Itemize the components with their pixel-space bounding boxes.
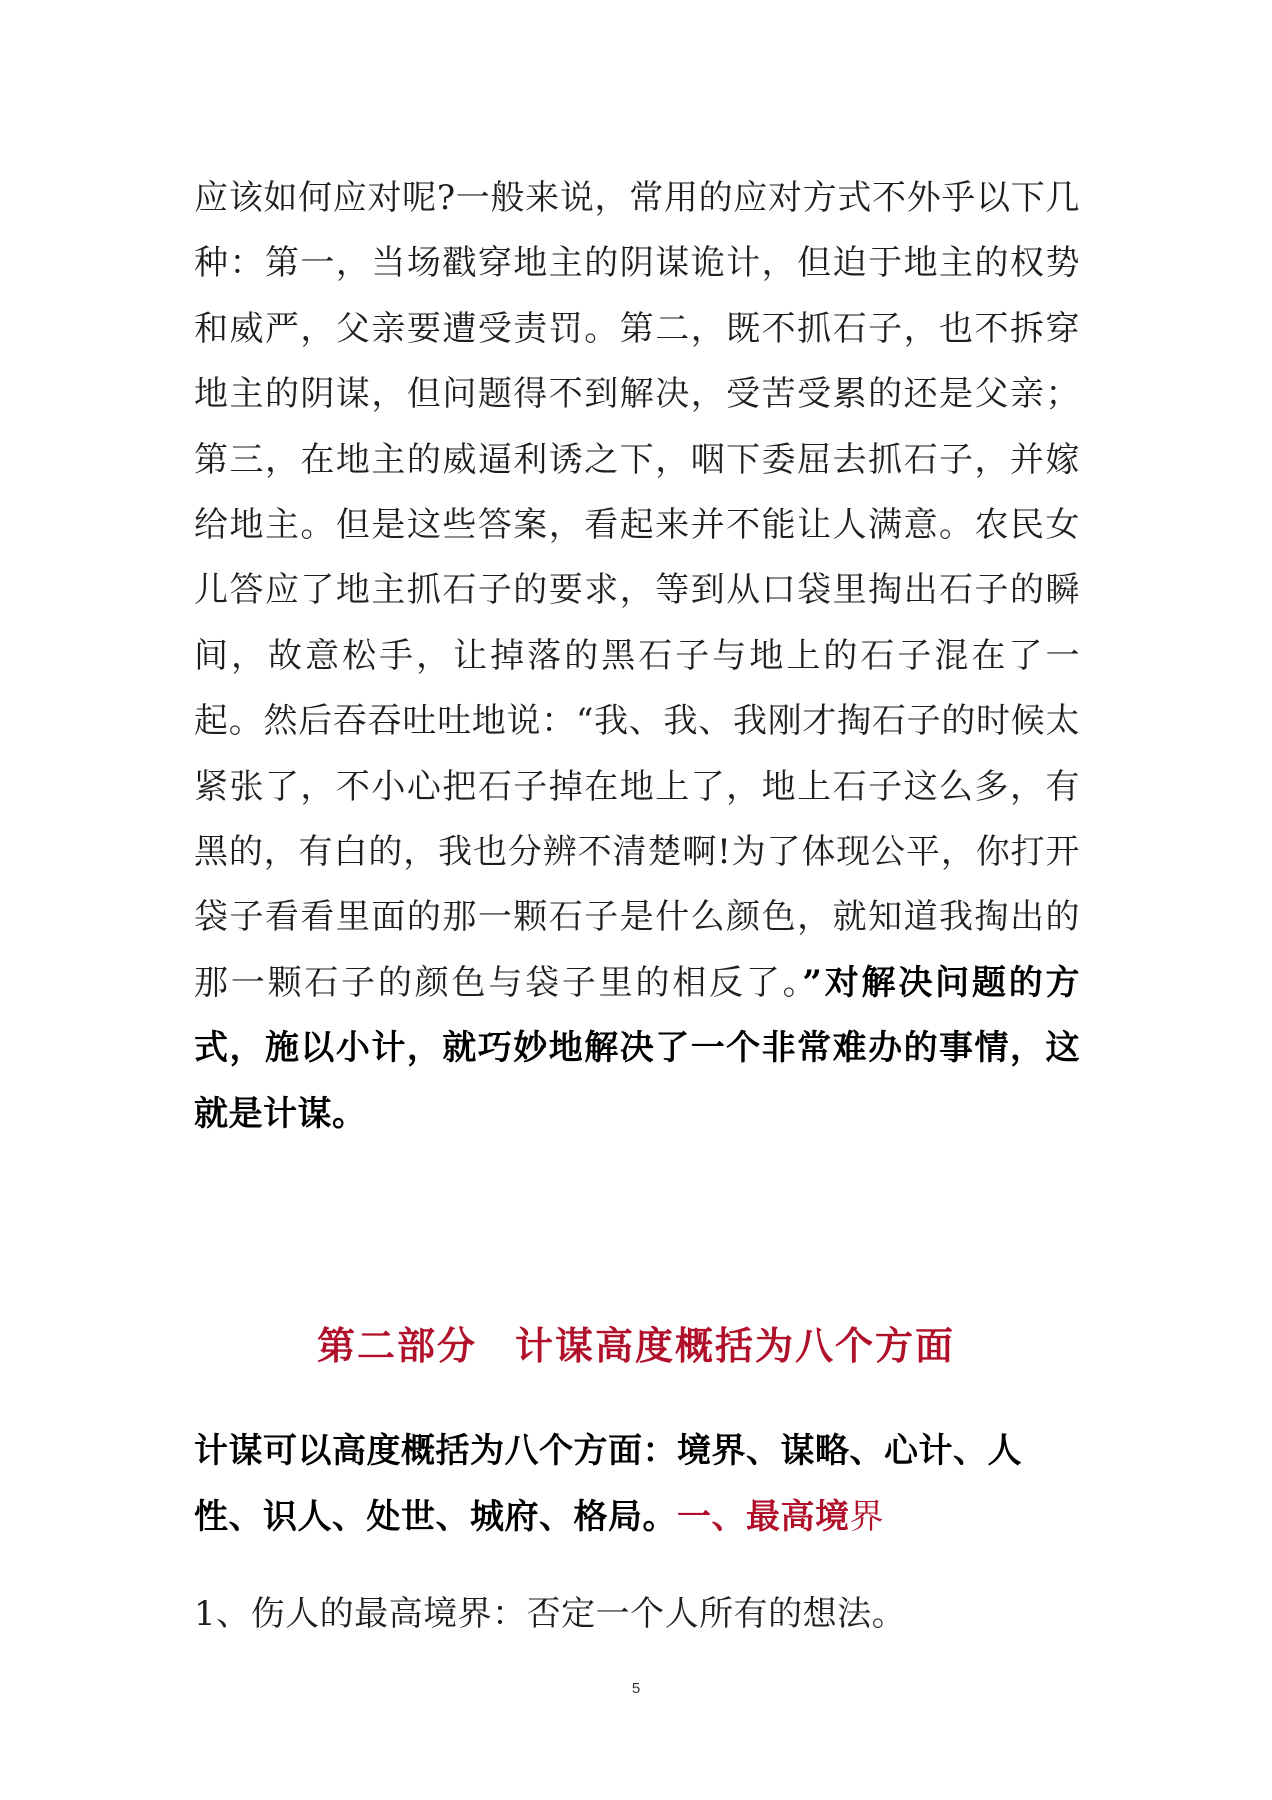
page-number: 5 [631, 1680, 641, 1697]
intro-paragraph [194, 1418, 1080, 1550]
body-paragraph-text: 应该如何应对呢?一般来说，常用的应对方式不外乎以下几种：第一，当场戳穿地主的阴谋诡计，但迫于地主的权势和威严，父亲要遭受责罚。第二，既不抓石子，也不拆穿地主的阴谋，但问题得不到解决，受苦受累的还是父亲；第三，在地主的威逼利诱之下，咽下委屈去抓石子，并嫁给地主。但是这些答案，看起来并不能让人满意。农民女儿答应了地主抓石子的要求，等到从口袋里掏出石子的瞬间，故意松手，让掉落的黑石子与地上的石子混在了一起。然后吞吞吐吐地说：“我、我、我刚才掏石子的时候太紧张了，不小心把石子掉在地上了，地上石子这么多，有黑的，有白的，我也分辨不清楚啊!为了体现公平，你打开袋子看看里面的那一颗石子是什么颜色，就知道我掏出的那一颗石子的颜色与袋子里的相反了。 [194, 178, 1080, 1003]
section-heading-title: 计谋高度概括为八个方面 [515, 1323, 956, 1368]
section-heading-part: 第二部分 [316, 1323, 477, 1368]
subheading-highest-realm: 一、最高境 [677, 1497, 850, 1537]
intro-paragraph-text: 计谋可以高度概括为八个方面：境界、谋略、心计、人性、识人、处世、城府、格局。 [194, 1431, 1022, 1537]
section-heading [0, 1316, 1272, 1376]
body-paragraph-bold-conclusion: ”对解决问题的方式，施以小计，就巧妙地解决了一个非常难办的事情，这就是计谋。 [194, 962, 1081, 1134]
subheading-highest-realm-end: 界 [849, 1497, 884, 1537]
list-item: 1、伤人的最高境界：否定一个人所有的想法。 [194, 1594, 907, 1634]
body-paragraph [194, 166, 1080, 1147]
